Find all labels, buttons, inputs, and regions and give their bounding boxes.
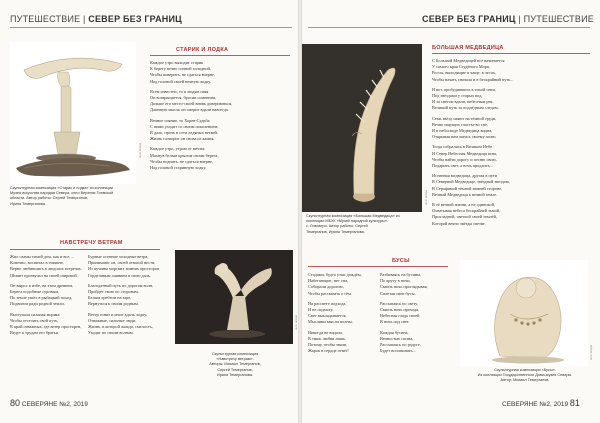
photo-busy <box>460 260 588 366</box>
medveditsa-sculpture <box>302 44 422 212</box>
poem-title-busy: БУСЫ <box>392 258 410 264</box>
issue-title: СЕВЕР БЕЗ ГРАНИЦ <box>422 14 516 24</box>
photo-bolshaya-medveditsa <box>302 44 422 212</box>
caption-busy: Скульптурная композиция «Бусы». Из коллекции Государственного Дома-музея Северы. Автор: Михаил Темерганов. <box>477 368 573 383</box>
photo-credit: фото автора <box>139 142 142 158</box>
section-rule <box>308 266 448 267</box>
section-name: ПУТЕШЕСТВИЕ <box>10 14 81 24</box>
issue-label: СЕВЕРЯНЕ №2, 2019 <box>21 401 88 408</box>
stanza: Бурные осенние холодные ветра, Принимают он, своей отвагой нести, Из пучины морских зимних просторов Горделивым сиянием в свою даль. <box>88 254 160 278</box>
poem-starik-text <box>150 60 290 175</box>
stanza: Ветер гонит и мчит вдаль лодку, Отважные, сильные люди, Жизнь, в которой жажда, смелость, Уходят по своим волнам. <box>88 311 153 336</box>
caption-medvedica: Скульптурная композиция «Большая Медведица» из коллекции МБУК «Музей народной культуры». с. Ловозеро. Автор работы: Сергей Темерганов, Ирина Темерганова. <box>306 214 400 234</box>
stanza: Разбиваясь на бусины, По кругу в ночи, Сквозь ночь проглядывая, Сплетая свои бусы. <box>380 272 428 296</box>
poem-busy-col2 <box>380 272 448 358</box>
busy-sculpture <box>460 260 588 366</box>
stanza: В её вечной жизни, а не одинокой, Охватывая небеса бескрайней тьмой, Прохладной, светлой своей землёй, Которой вечно звёзды светят. <box>432 202 501 226</box>
stanza: Истинная медведица, другая в пути В Северной Медведице, звёздной звездою, В Серафимой тёмной зимней стороне, Вечный Медведица к вечной земле. <box>432 173 511 197</box>
stanza: Каждое утро, утром от мечты: Махнув белым крылом своим берега, Чтобы поднять, не сдаться вчерне, Над головой старинную лодку. <box>150 146 219 171</box>
section-rule <box>432 53 590 54</box>
separator: | <box>518 14 521 24</box>
caption-veter: Скульптурная композиция «Навстречу ветрам». Авторы: Михаил Темерганов, Сергей Темерганов, Ирина Темерганова. <box>209 352 261 377</box>
stanza: Семь звёзд сияют на тёмной груди, Вечно ищущих счастье во сне, И в небосводе Медведица видна, Открывая нам окна к своему полю. <box>432 115 497 140</box>
starik-lodka-sculpture <box>10 42 136 184</box>
issue-title: СЕВЕР БЕЗ ГРАНИЦ <box>88 14 182 24</box>
head-rule-right <box>308 27 590 28</box>
running-head-left <box>10 14 182 24</box>
stanza: Он вырос в избе, на этом древнем, Берега подобные суровым, По земле ушёл в рыбацкий поход, Подвигом ради родной земли. <box>10 282 74 307</box>
stanza: Вечное сияние, то Хорев-Судьба С ними уходит со своим поколением, В даль, прочь в сети ледяных ветвей, Жизнь сотворит он снова из камня. <box>150 117 219 142</box>
poem-navstrechu-col1 <box>10 254 82 340</box>
head-rule-left <box>10 27 292 28</box>
poem-medvedica-text <box>432 58 590 231</box>
photo-credit: фото автора <box>295 314 298 330</box>
issue-label: СЕВЕРЯНЕ №2, 2019 <box>502 401 569 408</box>
stanza: Рассыпаясь по свету, Сквозь ночь проходя, Небесная гладь своей В ночь под свет. <box>380 300 420 325</box>
stanza: И вот, пробудившись в тихой сени, Под звёздами у старых вод, И за снегом вдали, небесным рек, Великий путь за подлёдным следом. <box>432 86 499 111</box>
caption-lodka: Скульптурная композиция «Старик и лодка» из коллекции Музея искусства народов Севера, село Верхняя Тоемской области. Автор работы: Сергей Темерганов, Ирина Темерганова. <box>10 186 114 206</box>
section-rule <box>10 249 160 250</box>
poem-title-medvedica: БОЛЬШАЯ МЕДВЕДИЦА <box>432 45 504 51</box>
stanza: Благодатный путь по дорогам волн, Пройдёт свою по сторонам, Белым хребтом на заре, Вернуться к своим родным. <box>88 282 154 307</box>
photo-starik-lodka <box>10 42 136 184</box>
stanza: Выступала сильная моряка Чтобы отстоять свой путь, В край отважных, где ветер просторен, Ведут к трудам его братья. <box>10 311 82 336</box>
photo-credit: фото автора <box>590 344 593 360</box>
stanza: Жил саамы тихий дом, как и все, – Конечно, воспитал в тишине, Верно любившись в людских встречах, Шипит прозвучал на своей широкой. <box>10 254 82 278</box>
folio-right <box>502 398 580 408</box>
stanza: Каждая бусина, Вечностью полна, Рассыпаясь по радуге, Будет вспоминать... <box>380 329 421 354</box>
poem-navstrechu-col2 <box>88 254 160 340</box>
poem-title-navstrechu: НАВСТРЕЧУ ВЕТРАМ <box>60 240 123 246</box>
photo-credit: фото автора <box>425 189 428 205</box>
section-rule <box>150 55 290 56</box>
poem-busy-col1 <box>308 272 376 358</box>
separator: | <box>83 14 86 24</box>
page-number: 81 <box>569 398 580 408</box>
stanza: Каждое утро выходит старик К берегу вечно сонной холодной, Чтобы поверить, не сдаться вчерне, Над головой своей вечную лодку. <box>150 60 216 84</box>
running-head-right <box>422 14 594 24</box>
navstrechu-sculpture <box>175 250 293 344</box>
page-number: 80 <box>10 398 21 408</box>
stanza: На рассвете подхода, И не подмогу, Свет выкладывается, Мыслями мысли полны. <box>308 300 353 325</box>
poem-title-starik: СТАРИК И ЛОДКА <box>176 47 229 53</box>
photo-navstrechu-vetram <box>175 250 293 344</box>
stanza: Никогда не видала, В тишь любви лишь, Потому, чтобы знали, Жарок в сердце ответ! <box>308 329 349 354</box>
stanza: Тогда собрались в Великом Небе И Север Небесная Медведица ясна, Чтобы найти дорогу и песню свою, Подарить свет, а ночь продлить... <box>432 144 498 169</box>
section-name: ПУТЕШЕСТВИЕ <box>523 14 594 24</box>
stanza: Всем известно, то к людям сияя Он возвращается, бросив сомнения, Дальше его место-своей вновь довериваться, Длинную мысль он смерит вдали навсегда. <box>150 88 233 113</box>
stanza: С Большой Медведицей всё начинается У самого края Студёного Моря. Россы, выходящие в чаще, в лесах, Чтобы начать сначала и в бескрайний путь... <box>432 58 514 82</box>
folio-left <box>10 398 88 408</box>
stanza: Стадами, будто утки дождём, Набегающие, нет сна, Собирали дорогою, Чтобы рассказать о сём. <box>308 272 362 296</box>
